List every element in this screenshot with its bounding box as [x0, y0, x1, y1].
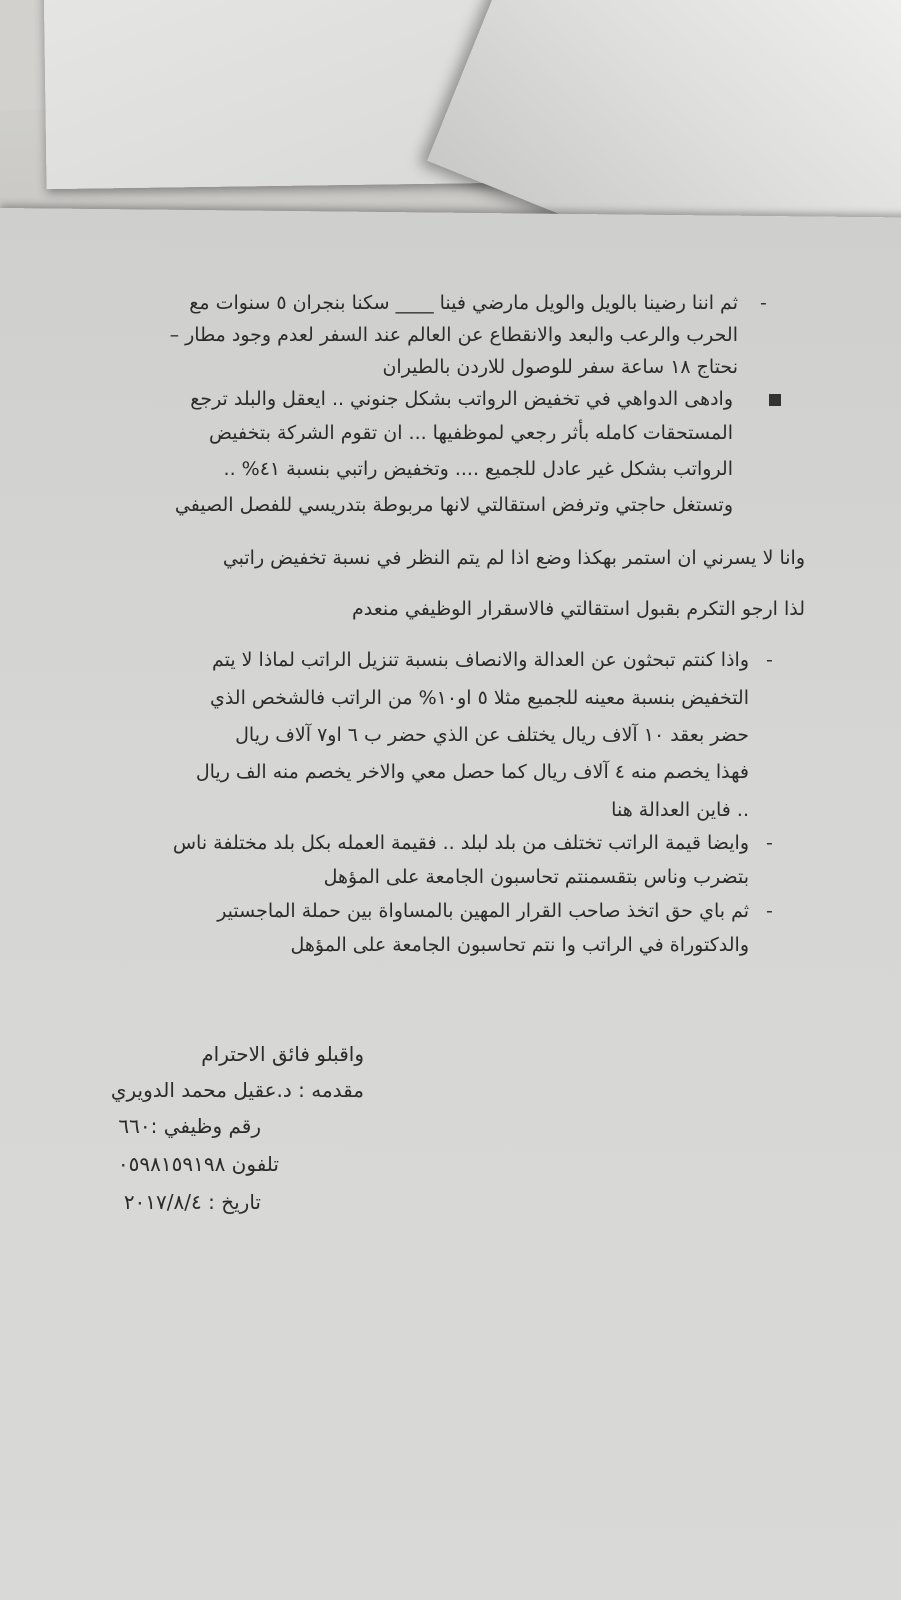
letter-line: وايضا قيمة الراتب تختلف من بلد لبلد .. فقيمة العمله بكل بلد مختلفة ناس [172, 832, 749, 854]
list-marker: - [766, 649, 773, 671]
author-line: مقدمه : د.عقيل محمد الدويري [110, 1078, 364, 1102]
letter-line: نحتاج ١٨ ساعة سفر للوصول للاردن بالطيران [382, 356, 738, 378]
phone-line: تلفون ٠٥٩٨١٥٩١٩٨ [117, 1152, 279, 1176]
square-bullet-icon [769, 394, 781, 406]
letter-line: ثم اننا رضينا بالويل والويل مارضي فينا ____ سكنا بنجران ٥ سنوات مع [189, 292, 738, 314]
statement-line: لذا ارجو التكرم بقبول استقالتي فالاسقرار الوظيفي منعدم [352, 598, 805, 620]
closing-line: واقبلو فائق الاحترام [201, 1042, 364, 1066]
letter-line: واذا كنتم تبحثون عن العدالة والانصاف بنسبة تنزيل الراتب لماذا لا يتم [211, 649, 749, 671]
employee-id-line: رقم وظيفي :٦٦٠ [118, 1114, 261, 1138]
letter-line: الحرب والرعب والبعد والانقطاع عن العالم عند السفر لعدم وجود مطار – [169, 324, 738, 346]
letter-line: الرواتب بشكل غير عادل للجميع .... وتخفيض راتبي بنسبة ٤١% .. [223, 458, 733, 480]
letter-line: والدكتوراة في الراتب وا نتم تحاسبون الجامعة على المؤهل [290, 934, 749, 956]
letter-line: حضر بعقد ١٠ آلاف ريال يختلف عن الذي حضر ب ٦ او٧ آلاف ريال [235, 724, 749, 746]
letter-line: فهذا يخصم منه ٤ آلاف ريال كما حصل معي والاخر يخصم منه الف ريال [195, 761, 749, 783]
list-marker: - [766, 900, 773, 922]
letter-line: التخفيض بنسبة معينه للجميع مثلا ٥ او١٠% من الراتب فالشخص الذي [209, 687, 749, 709]
letter-line: المستحقات كامله بأثر رجعي لموظفيها ... ان تقوم الشركة بتخفيض [209, 422, 733, 444]
letter-line: .. فاين العدالة هنا [611, 799, 749, 821]
statement-line: وانا لا يسرني ان استمر بهكذا وضع اذا لم يتم النظر في نسبة تخفيض راتبي [222, 547, 805, 569]
list-marker: - [766, 832, 773, 854]
letter-line: ثم باي حق اتخذ صاحب القرار المهين بالمساواة بين حملة الماجستير [217, 900, 749, 922]
letter-line: وادهى الدواهي في تخفيض الرواتب بشكل جنوني .. ايعقل والبلد ترجع [190, 388, 733, 410]
letter-line: وتستغل حاجتي وترفض استقالتي لانها مربوطة بتدريسي للفصل الصيفي [174, 494, 733, 516]
list-marker: - [760, 292, 767, 314]
date-line: تاريخ : ٢٠١٧/٨/٤ [123, 1190, 261, 1214]
letter-line: بتضرب وناس بتقسمنتم تحاسبون الجامعة على المؤهل [323, 866, 749, 888]
